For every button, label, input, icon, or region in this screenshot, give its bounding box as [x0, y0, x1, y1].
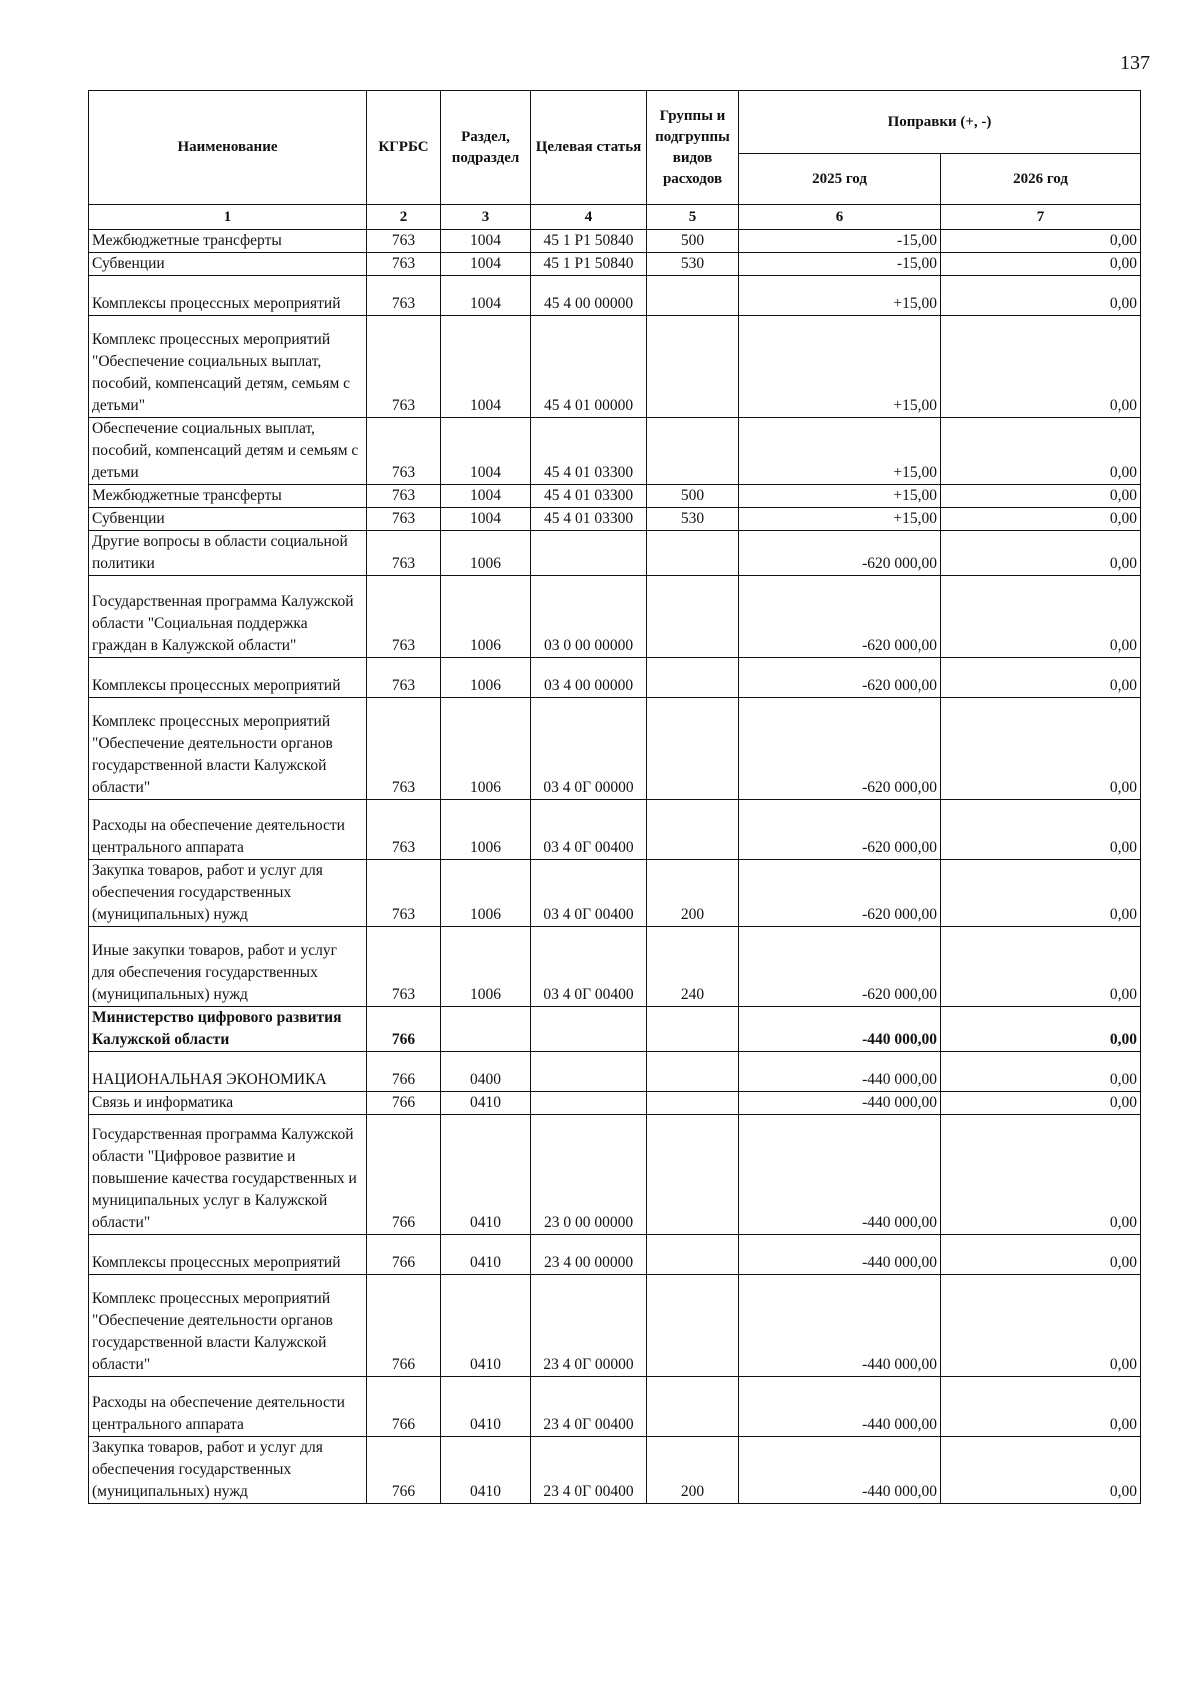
row-target-article: 03 4 0Г 00400 — [531, 800, 647, 860]
row-amount-2026: 0,00 — [941, 1377, 1141, 1437]
row-kgrbs: 766 — [367, 1115, 441, 1235]
row-amount-2026: 0,00 — [941, 1235, 1141, 1275]
row-name: Межбюджетные трансферты — [89, 230, 367, 253]
row-target-article — [531, 531, 647, 576]
row-section: 0410 — [441, 1377, 531, 1437]
row-target-article: 03 0 00 00000 — [531, 576, 647, 658]
table-row — [89, 1437, 1141, 1504]
row-section: 1006 — [441, 800, 531, 860]
row-target-article: 45 1 Р1 50840 — [531, 253, 647, 276]
row-amount-2026: 0,00 — [941, 860, 1141, 927]
row-target-article: 45 1 Р1 50840 — [531, 230, 647, 253]
row-section: 1004 — [441, 253, 531, 276]
row-amount-2026: 0,00 — [941, 1437, 1141, 1504]
table-row — [89, 1007, 1141, 1052]
row-name: Министерство цифрового развития Калужской области — [89, 1007, 367, 1052]
row-amount-2026: 0,00 — [941, 1052, 1141, 1092]
header-kgrbs: КГРБС — [367, 91, 441, 205]
row-name: Иные закупки товаров, работ и услуг для обеспечения государственных (муниципальных) нужд — [89, 927, 367, 1007]
table-row — [89, 253, 1141, 276]
row-target-article: 23 4 0Г 00400 — [531, 1377, 647, 1437]
row-amount-2025: -620 000,00 — [739, 658, 941, 698]
row-section: 1006 — [441, 531, 531, 576]
row-expense-group — [647, 800, 739, 860]
row-section: 0410 — [441, 1115, 531, 1235]
budget-amendments-table — [88, 90, 1141, 1504]
row-name: Государственная программа Калужской области "Социальная поддержка граждан в Калужской области" — [89, 576, 367, 658]
row-amount-2025: +15,00 — [739, 508, 941, 531]
row-expense-group — [647, 1115, 739, 1235]
row-target-article: 23 0 00 00000 — [531, 1115, 647, 1235]
header-year-2025: 2025 год — [739, 154, 941, 205]
row-amount-2025: -620 000,00 — [739, 860, 941, 927]
row-target-article: 45 4 01 03300 — [531, 485, 647, 508]
row-amount-2025: -440 000,00 — [739, 1115, 941, 1235]
header-name: Наименование — [89, 91, 367, 205]
row-name: НАЦИОНАЛЬНАЯ ЭКОНОМИКА — [89, 1052, 367, 1092]
row-section: 0410 — [441, 1092, 531, 1115]
row-amount-2026: 0,00 — [941, 576, 1141, 658]
row-name: Обеспечение социальных выплат, пособий, компенсаций детям и семьям с детьми — [89, 418, 367, 485]
row-amount-2026: 0,00 — [941, 508, 1141, 531]
row-name: Межбюджетные трансферты — [89, 485, 367, 508]
column-number: 3 — [441, 205, 531, 230]
table-row — [89, 860, 1141, 927]
row-expense-group — [647, 1377, 739, 1437]
row-amount-2026: 0,00 — [941, 698, 1141, 800]
row-target-article: 03 4 0Г 00400 — [531, 927, 647, 1007]
row-target-article: 45 4 01 00000 — [531, 316, 647, 418]
table-row — [89, 316, 1141, 418]
row-amount-2026: 0,00 — [941, 253, 1141, 276]
row-section: 1004 — [441, 230, 531, 253]
row-amount-2025: -440 000,00 — [739, 1235, 941, 1275]
row-kgrbs: 763 — [367, 230, 441, 253]
row-section: 1006 — [441, 927, 531, 1007]
row-kgrbs: 763 — [367, 253, 441, 276]
row-target-article: 45 4 01 03300 — [531, 508, 647, 531]
row-amount-2025: -440 000,00 — [739, 1275, 941, 1377]
row-kgrbs: 766 — [367, 1092, 441, 1115]
row-amount-2026: 0,00 — [941, 230, 1141, 253]
row-expense-group: 200 — [647, 860, 739, 927]
row-expense-group — [647, 698, 739, 800]
row-amount-2026: 0,00 — [941, 485, 1141, 508]
row-name: Расходы на обеспечение деятельности центрального аппарата — [89, 1377, 367, 1437]
row-kgrbs: 763 — [367, 927, 441, 1007]
column-number: 6 — [739, 205, 941, 230]
row-kgrbs: 766 — [367, 1377, 441, 1437]
row-amount-2025: -620 000,00 — [739, 698, 941, 800]
header-article: Целевая статья — [531, 91, 647, 205]
row-amount-2025: -15,00 — [739, 253, 941, 276]
row-name: Комплекс процессных мероприятий "Обеспечение деятельности органов государственной власти Калужской области" — [89, 698, 367, 800]
row-kgrbs: 763 — [367, 508, 441, 531]
row-amount-2025: -440 000,00 — [739, 1052, 941, 1092]
table-row — [89, 418, 1141, 485]
row-expense-group — [647, 658, 739, 698]
row-section: 0410 — [441, 1275, 531, 1377]
table-row — [89, 1052, 1141, 1092]
row-kgrbs: 763 — [367, 658, 441, 698]
row-section: 1006 — [441, 576, 531, 658]
table-row — [89, 1235, 1141, 1275]
row-kgrbs: 763 — [367, 418, 441, 485]
row-kgrbs: 763 — [367, 276, 441, 316]
table-row — [89, 276, 1141, 316]
table-row — [89, 1115, 1141, 1235]
row-expense-group: 500 — [647, 230, 739, 253]
table-row — [89, 1275, 1141, 1377]
row-kgrbs: 766 — [367, 1007, 441, 1052]
row-section: 0410 — [441, 1235, 531, 1275]
row-expense-group — [647, 276, 739, 316]
row-target-article — [531, 1052, 647, 1092]
column-number-row — [89, 205, 1141, 230]
table-row — [89, 485, 1141, 508]
column-number: 5 — [647, 205, 739, 230]
table-row — [89, 1377, 1141, 1437]
row-expense-group — [647, 1052, 739, 1092]
row-expense-group: 530 — [647, 253, 739, 276]
table-row — [89, 1092, 1141, 1115]
row-section: 1006 — [441, 698, 531, 800]
row-name: Комплексы процессных мероприятий — [89, 658, 367, 698]
row-name: Закупка товаров, работ и услуг для обеспечения государственных (муниципальных) нужд — [89, 1437, 367, 1504]
header-amendments: Поправки (+, -) — [739, 91, 1141, 154]
page-number: 137 — [1120, 52, 1150, 74]
row-name: Связь и информатика — [89, 1092, 367, 1115]
row-expense-group — [647, 576, 739, 658]
row-target-article — [531, 1007, 647, 1052]
row-kgrbs: 763 — [367, 698, 441, 800]
row-name: Комплекс процессных мероприятий "Обеспечение социальных выплат, пособий, компенсаций детям, семьям с детьми" — [89, 316, 367, 418]
row-name: Субвенции — [89, 508, 367, 531]
row-amount-2026: 0,00 — [941, 1007, 1141, 1052]
row-amount-2026: 0,00 — [941, 316, 1141, 418]
row-target-article: 45 4 00 00000 — [531, 276, 647, 316]
row-expense-group — [647, 531, 739, 576]
row-amount-2025: +15,00 — [739, 418, 941, 485]
row-amount-2026: 0,00 — [941, 1092, 1141, 1115]
row-amount-2025: -620 000,00 — [739, 927, 941, 1007]
row-amount-2026: 0,00 — [941, 418, 1141, 485]
row-section: 1006 — [441, 658, 531, 698]
row-kgrbs: 766 — [367, 1235, 441, 1275]
row-expense-group: 500 — [647, 485, 739, 508]
row-amount-2026: 0,00 — [941, 800, 1141, 860]
row-amount-2025: -620 000,00 — [739, 800, 941, 860]
row-amount-2025: +15,00 — [739, 485, 941, 508]
row-name: Субвенции — [89, 253, 367, 276]
row-amount-2025: +15,00 — [739, 276, 941, 316]
row-expense-group: 530 — [647, 508, 739, 531]
header-year-2026: 2026 год — [941, 154, 1141, 205]
row-amount-2025: -15,00 — [739, 230, 941, 253]
row-kgrbs: 766 — [367, 1052, 441, 1092]
row-amount-2026: 0,00 — [941, 531, 1141, 576]
row-expense-group — [647, 1092, 739, 1115]
column-number: 1 — [89, 205, 367, 230]
row-section: 1004 — [441, 485, 531, 508]
row-amount-2025: -440 000,00 — [739, 1437, 941, 1504]
row-kgrbs: 763 — [367, 531, 441, 576]
row-amount-2025: -440 000,00 — [739, 1377, 941, 1437]
row-name: Закупка товаров, работ и услуг для обеспечения государственных (муниципальных) нужд — [89, 860, 367, 927]
table-body — [89, 230, 1141, 1504]
table-row — [89, 230, 1141, 253]
row-amount-2025: -620 000,00 — [739, 531, 941, 576]
row-amount-2025: +15,00 — [739, 316, 941, 418]
row-expense-group — [647, 316, 739, 418]
row-expense-group — [647, 418, 739, 485]
table-row — [89, 658, 1141, 698]
row-target-article: 03 4 0Г 00000 — [531, 698, 647, 800]
row-target-article: 23 4 00 00000 — [531, 1235, 647, 1275]
row-section: 1004 — [441, 316, 531, 418]
row-amount-2025: -440 000,00 — [739, 1007, 941, 1052]
column-number: 4 — [531, 205, 647, 230]
row-target-article — [531, 1092, 647, 1115]
row-section: 1004 — [441, 276, 531, 316]
row-amount-2025: -620 000,00 — [739, 576, 941, 658]
row-kgrbs: 763 — [367, 485, 441, 508]
row-kgrbs: 763 — [367, 860, 441, 927]
table-row — [89, 531, 1141, 576]
row-target-article: 23 4 0Г 00000 — [531, 1275, 647, 1377]
row-amount-2026: 0,00 — [941, 276, 1141, 316]
row-kgrbs: 763 — [367, 316, 441, 418]
row-kgrbs: 766 — [367, 1437, 441, 1504]
table-row — [89, 508, 1141, 531]
table-row — [89, 800, 1141, 860]
table-row — [89, 927, 1141, 1007]
row-name: Комплексы процессных мероприятий — [89, 1235, 367, 1275]
row-expense-group — [647, 1007, 739, 1052]
row-amount-2026: 0,00 — [941, 1115, 1141, 1235]
row-kgrbs: 763 — [367, 576, 441, 658]
row-expense-group — [647, 1235, 739, 1275]
row-expense-group — [647, 1275, 739, 1377]
row-target-article: 03 4 00 00000 — [531, 658, 647, 698]
row-name: Расходы на обеспечение деятельности центрального аппарата — [89, 800, 367, 860]
row-name: Комплекс процессных мероприятий "Обеспечение деятельности органов государственной власти Калужской области" — [89, 1275, 367, 1377]
column-number: 7 — [941, 205, 1141, 230]
row-expense-group: 240 — [647, 927, 739, 1007]
row-amount-2026: 0,00 — [941, 1275, 1141, 1377]
row-target-article: 23 4 0Г 00400 — [531, 1437, 647, 1504]
row-target-article: 45 4 01 03300 — [531, 418, 647, 485]
row-amount-2026: 0,00 — [941, 927, 1141, 1007]
row-expense-group: 200 — [647, 1437, 739, 1504]
column-number: 2 — [367, 205, 441, 230]
row-section: 0400 — [441, 1052, 531, 1092]
row-name: Комплексы процессных мероприятий — [89, 276, 367, 316]
header-groups: Группы и подгруппы видов расходов — [647, 91, 739, 205]
row-kgrbs: 763 — [367, 800, 441, 860]
row-amount-2025: -440 000,00 — [739, 1092, 941, 1115]
header-section: Раздел, подраздел — [441, 91, 531, 205]
row-section: 1006 — [441, 860, 531, 927]
row-target-article: 03 4 0Г 00400 — [531, 860, 647, 927]
row-section: 1004 — [441, 418, 531, 485]
row-section: 1004 — [441, 508, 531, 531]
row-amount-2026: 0,00 — [941, 658, 1141, 698]
row-name: Государственная программа Калужской области "Цифровое развитие и повышение качества государственных и муниципальных услуг в Калужской области" — [89, 1115, 367, 1235]
row-kgrbs: 766 — [367, 1275, 441, 1377]
table-row — [89, 698, 1141, 800]
row-name: Другие вопросы в области социальной политики — [89, 531, 367, 576]
table-row — [89, 576, 1141, 658]
row-section — [441, 1007, 531, 1052]
row-section: 0410 — [441, 1437, 531, 1504]
